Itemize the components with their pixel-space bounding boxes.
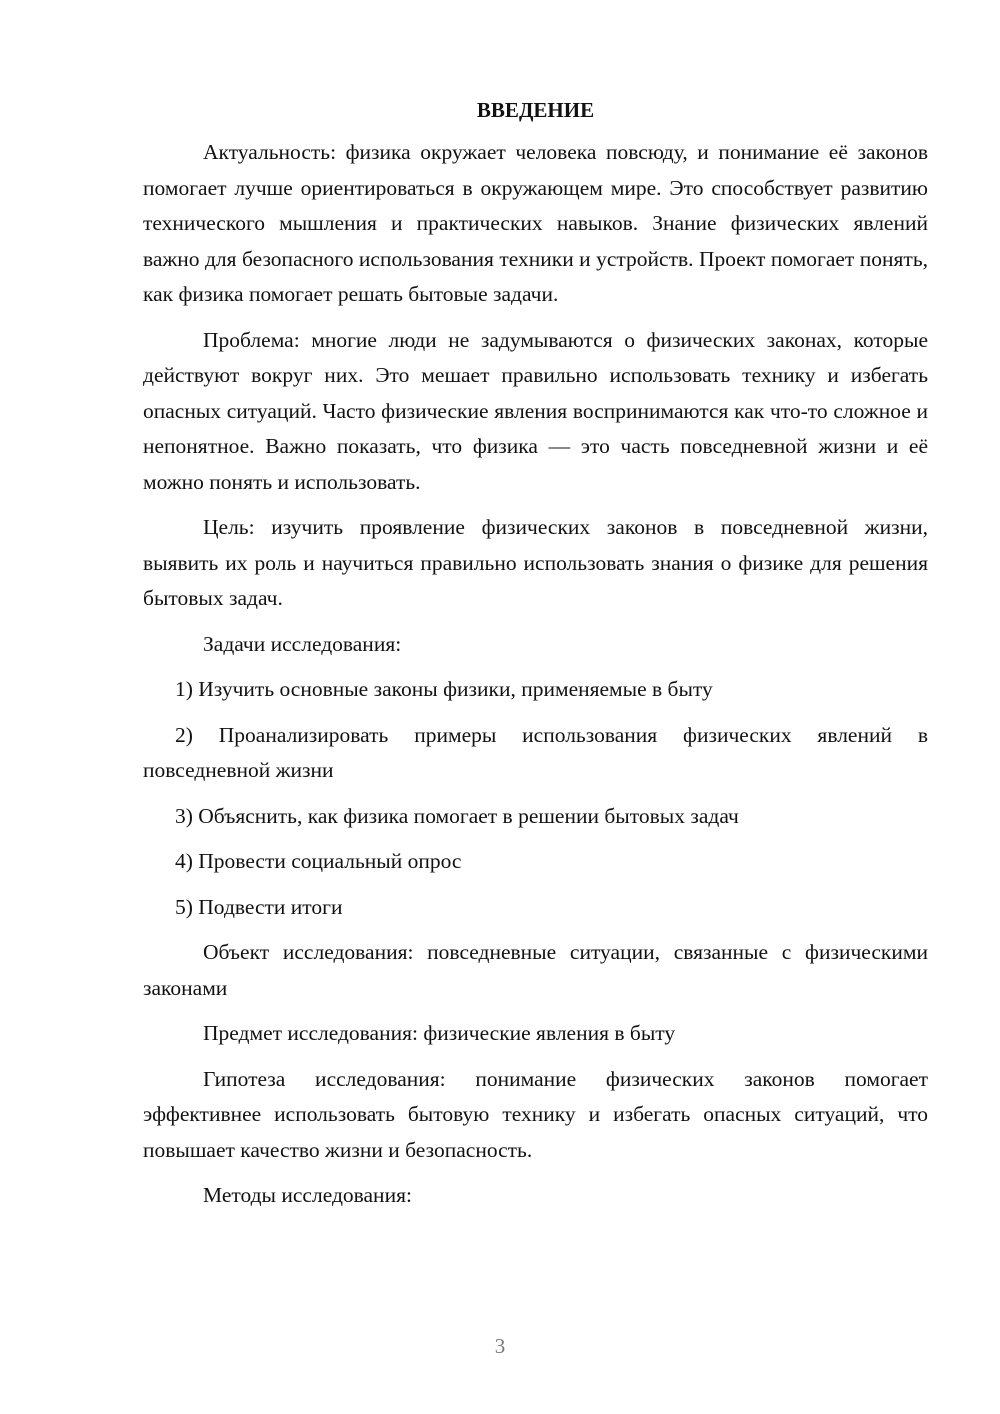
paragraph-problem: Проблема: многие люди не задумываются о физических законах, которые действуют вокруг них. Это мешает правильно использовать технику и избегать опасных ситуаций. Часто физические явления воспринимаются как что-то сложное и непонятное. Важно показать, что физика — это часть повседневной жизни и её можно понять и использовать. <box>143 327 928 494</box>
task-item-4: 4) Провести социальный опрос <box>175 849 462 873</box>
paragraph-goal: Цель: изучить проявление физических законов в повседневной жизни, выявить их роль и научиться правильно использовать знания о физике для решения бытовых задач. <box>143 515 928 610</box>
task-item-3: 3) Объяснить, как физика помогает в решении бытовых задач <box>175 803 739 828</box>
task-item-5: 5) Подвести итоги <box>175 894 343 919</box>
task-item-1: 1) Изучить основные законы физики, применяемые в быту <box>175 677 713 701</box>
page-number: 3 <box>494 1334 506 1358</box>
paragraph-hypothesis: Гипотеза исследования: понимание физических законов помогает эффективнее использовать бытовую технику и избегать опасных ситуаций, что повышает качество жизни и безопасность. <box>143 1066 928 1162</box>
page-content <box>143 95 928 1224</box>
paragraph-object: Объект исследования: повседневные ситуации, связанные с физическими законами <box>143 940 928 1000</box>
task-item-2: 2) Проанализировать примеры использования физических явлений в повседневной жизни <box>143 722 928 782</box>
paragraph-subject: Предмет исследования: физические явления в быту <box>203 1021 676 1045</box>
tasks-heading: Задачи исследования: <box>203 631 402 656</box>
methods-heading: Методы исследования: <box>203 1183 412 1207</box>
paragraph-relevance: Актуальность: физика окружает человека повсюду, и понимание её законов помогает лучше ориентироваться в окружающем мире. Это способствует развитию технического мышления и практических навыков. Знание физических явлений важно для безопасного использования техники и устройств. Проект помогает понять, как физика помогает решать бытовые задачи. <box>143 140 928 306</box>
section-title: ВВЕДЕНИЕ <box>476 98 595 122</box>
